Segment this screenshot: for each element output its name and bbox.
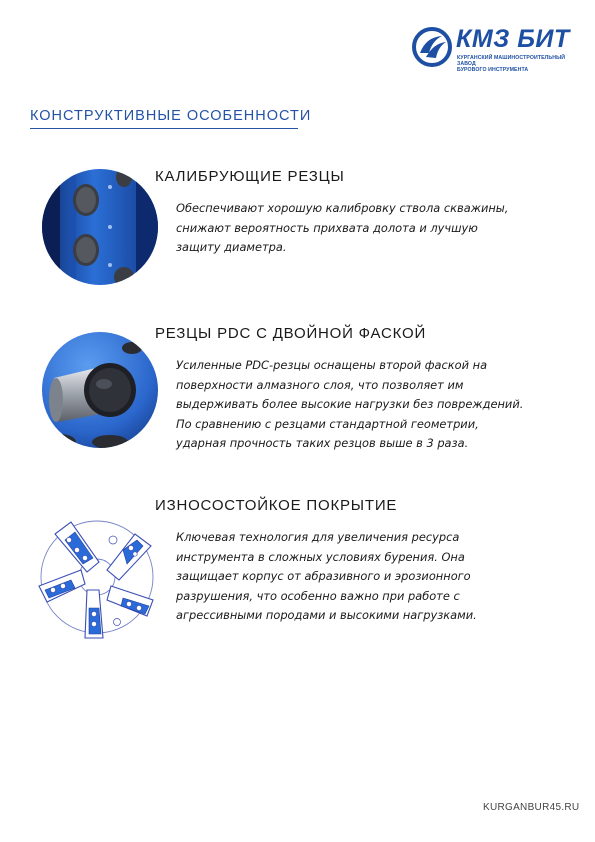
feature-text-line: разрушения, что особенно важно при работе с — [176, 588, 460, 603]
brand-logo — [412, 27, 572, 72]
double-chamfer-cutter-photo-icon — [40, 330, 160, 450]
feature-text-line: ударная прочность таких резцов выше в 3 раза. — [176, 436, 469, 451]
section-divider — [30, 128, 298, 129]
feature-text-line: агрессивными породами и высокими нагрузками. — [176, 608, 477, 623]
feature-title-gauge-cutters: КАЛИБРУЮЩИЕ РЕЗЦЫ — [155, 168, 345, 185]
gauge-cutters-photo-icon — [40, 167, 160, 287]
feature-text-line: инструмента в сложных условиях бурения. Она — [176, 549, 465, 564]
hardfacing-diagram-icon — [27, 510, 162, 645]
brand-subtitle — [457, 55, 572, 73]
feature-text-double-chamfer — [176, 356, 576, 454]
brand-name: КМЗ БИТ — [456, 25, 570, 53]
feature-text-hardfacing — [176, 528, 576, 626]
section-title: КОНСТРУКТИВНЫЕ ОСОБЕННОСТИ — [30, 108, 312, 124]
feature-text-line: По сравнению с резцами стандартной геометрии, — [176, 416, 479, 431]
feature-text-line: защиту диаметра. — [176, 240, 287, 255]
feature-text-line: поверхности алмазного слоя, что позволяет им — [176, 377, 464, 392]
feature-text-line: выдерживать более высокие нагрузки без повреждений. — [176, 397, 524, 412]
feature-title-double-chamfer: РЕЗЦЫ PDC С ДВОЙНОЙ ФАСКОЙ — [155, 325, 427, 342]
feature-text-line: защищает корпус от абразивного и эрозионного — [176, 569, 471, 584]
feature-text-line: снижают вероятность прихвата долота и лучшую — [176, 220, 478, 235]
feature-text-gauge-cutters — [176, 199, 576, 258]
feature-title-hardfacing: ИЗНОСОСТОЙКОЕ ПОКРЫТИЕ — [155, 497, 398, 514]
feature-text-line: Ключевая технология для увеличения ресурса — [176, 530, 460, 544]
footer-website-link[interactable]: KURGANBUR45.RU — [483, 802, 580, 813]
brand-subtitle-line1: КУРГАНСКИЙ МАШИНОСТРОИТЕЛЬНЫЙ ЗАВОД — [457, 55, 566, 67]
feature-text-line: Усиленные PDC-резцы оснащены второй фаской на — [176, 358, 488, 372]
feature-text-line: Обеспечивают хорошую калибровку ствола скважины, — [176, 201, 509, 215]
brand-logo-icon — [412, 27, 452, 67]
brand-subtitle-line2: БУРОВОГО ИНСТРУМЕНТА — [457, 67, 529, 73]
